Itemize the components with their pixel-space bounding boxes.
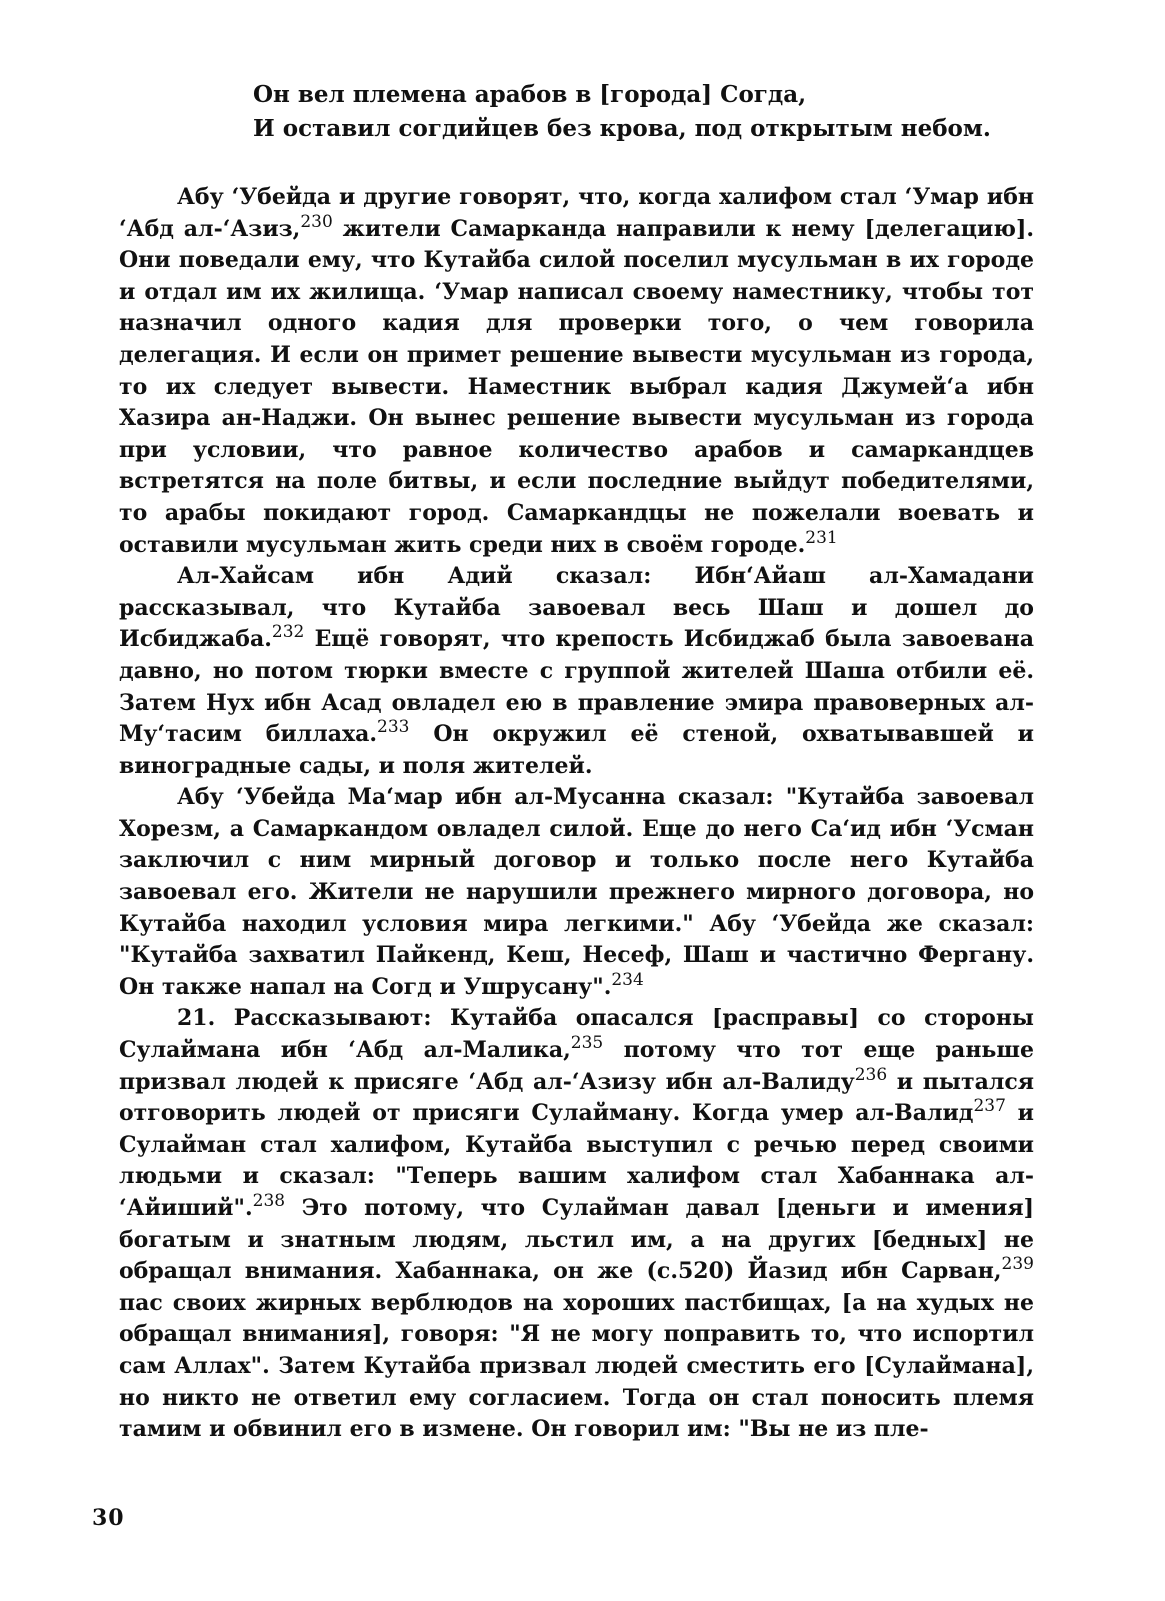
footnote-marker: 236 <box>854 1064 888 1085</box>
footnote-marker: 233 <box>377 717 410 738</box>
paragraph <box>119 782 1034 1003</box>
paragraph-text: пас своих жирных верблюдов на хороших пастбищах, [а на худых не обращал внимания], говоря: "Я не могу поправить то, что испортил сам Аллах". Затем Кутайба призвал людей сместить его [Сулаймана], но никто не ответил ему согласием. Тогда он стал поносить племя тамим и обвинил его в измене. Он говорил им: "Вы не из пле- <box>119 1289 1034 1443</box>
paragraph <box>119 182 1034 561</box>
paragraph-text: Ещё говорят, что крепость Исбиджаб была завоевана давно, но потом тюрки вместе с группой жителей Шаша отбили её. Затем Нух ибн Асад овладел ею в правление эмира правоверных ал-Муʻтасим биллаха. <box>119 626 1034 748</box>
paragraph-text: Он окружил её стеной, охватывавшей и виноградные сады, и поля жителей. <box>119 721 1035 779</box>
paragraph <box>119 561 1034 782</box>
paragraph-text: потому что тот еще раньше призвал людей к присяге ʻАбд ал-ʻАзизу ибн ал-Валиду <box>119 1037 1034 1095</box>
verse-line-1: Он вел племена арабов в [города] Согда, <box>253 81 807 108</box>
footnote-marker: 239 <box>1001 1254 1034 1275</box>
paragraph-text: Абу ʻУбейда Маʻмар ибн ал-Мусанна сказал: "Кутайба завоевал Хорезм, а Самаркандом овладел силой. Еще до него Саʻид ибн ʻУсман заключил с ним мирный договор и только после него Кутайба завоевал его. Жители не нарушили прежнего мирного договора, но Кутайба находил условия мира легкими." Абу ʻУбейда же сказал: "Кутайба захватил Пайкенд, Кеш, Несеф, Шаш и частично Фергану. Он также напал на Согд и Ушрусану". <box>119 784 1034 1000</box>
paragraph-text: и пытался отговорить людей от присяги Сулайману. Когда умер ал-Валид <box>119 1068 1034 1127</box>
verse-line-2: И оставил согдийцев без крова, под открытым небом. <box>253 115 991 142</box>
footnote-marker: 232 <box>271 622 305 643</box>
footnote-marker: 235 <box>570 1033 604 1054</box>
paragraph <box>119 1003 1034 1445</box>
footnote-marker: 238 <box>252 1191 286 1211</box>
paragraph-text: 21. Рассказывают: Кутайба опасался [расправы] со стороны Сулаймана ибн ʻАбд ал-Малика, <box>119 1005 1034 1064</box>
footnote-marker: 237 <box>973 1096 1006 1117</box>
paragraph-text: Абу ʻУбейда и другие говорят, что, когда халифом стал ʻУмар ибн ʻАбд ал-ʻАзиз, <box>119 184 1034 242</box>
paragraph-text: Это потому, что Сулайман давал [деньги и имения] богатым и знатным людям, льстил им, а на других [бедных] не обращал внимания. Хабаннака, он же (с.520) Йазид ибн Сарван, <box>119 1195 1034 1285</box>
footnote-marker: 234 <box>611 969 644 990</box>
paragraph-text: Ал-Хайсам ибн Адий сказал: ИбнʻАйаш ал-Хамадани рассказывал, что Кутайба завоевал весь Шаш и дошел до Исбиджаба. <box>119 563 1034 653</box>
footnote-marker: 231 <box>805 527 838 548</box>
verse-block <box>253 78 1053 146</box>
paragraph-text: и Сулайман стал халифом, Кутайба выступил с речью перед своими людьми и сказал: "Теперь вашим халифом стал Хабаннака ал-ʻАйиший". <box>119 1100 1034 1221</box>
page-number: 30 <box>92 1505 125 1531</box>
paragraph-text: жители Самарканда направили к нему [делегацию]. Они поведали ему, что Кутайба силой поселил мусульман в их городе и отдал им их жилища. ʻУмар написал своему наместнику, чтобы тот назначил одного кадия для проверки того, о чем говорила делегация. И если он примет решение вывести мусульман из города, то их следует вывести. Наместник выбрал кадия Джумейʻа ибн Хазира ан-Наджи. Он вынес решение вывести мусульман из города при условии, что равное количество арабов и самаркандцев встретятся на поле битвы, и если последние выйдут победителями, то арабы покидают город. Самаркандцы не пожелали воевать и оставили мусульман жить среди них в своём городе. <box>119 215 1035 558</box>
footnote-marker: 230 <box>300 211 333 232</box>
body-text <box>119 182 1034 1446</box>
